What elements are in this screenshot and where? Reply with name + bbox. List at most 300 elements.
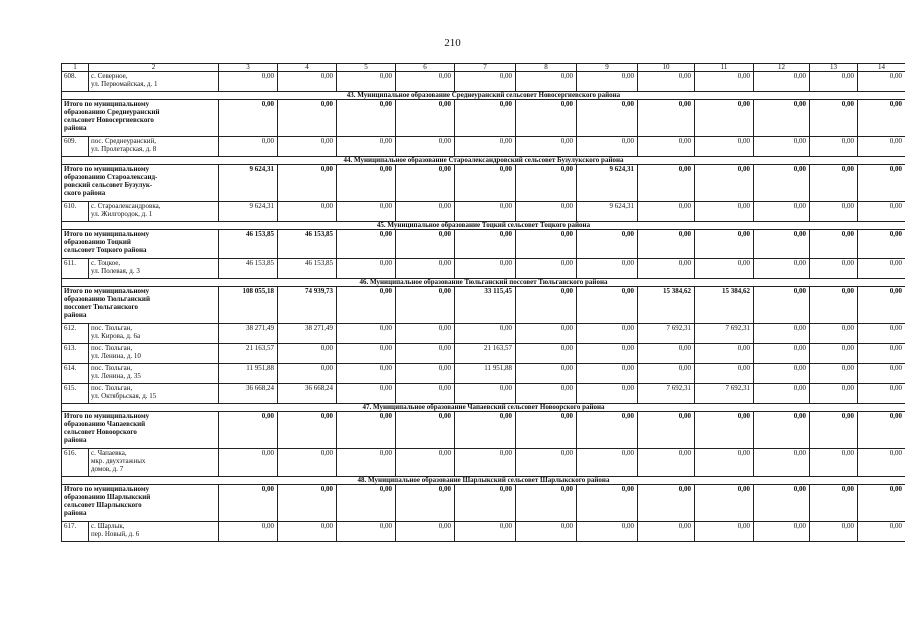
subtotal-label-line: образованию Среднеуранский	[64, 108, 160, 116]
value-cell-col-8: 0,00	[516, 449, 577, 477]
value-cell-col-11: 0,00	[695, 485, 754, 522]
value-cell-col-6: 0,00	[396, 72, 455, 92]
value-cell-col-14: 0,00	[858, 165, 905, 202]
value-cell-col-4: 46 153,85	[278, 230, 337, 259]
value-cell-col-10: 0,00	[638, 344, 695, 364]
address-cell-line: ул. Жилгородок, д. 1	[91, 210, 153, 218]
value-cell-col-5: 0,00	[337, 137, 396, 157]
subtotal-label-line: сельсовет Шарлыкского	[64, 501, 142, 509]
value-cell-col-8: 0,00	[516, 137, 577, 157]
value-cell-col-5: 0,00	[337, 230, 396, 259]
value-cell-col-5: 0,00	[337, 324, 396, 344]
value-cell-col-11: 0,00	[695, 412, 754, 449]
table-row	[62, 202, 905, 222]
value-cell-col-6: 0,00	[396, 230, 455, 259]
value-cell-col-11: 7 692,31	[695, 324, 754, 344]
address-cell	[89, 449, 219, 477]
value-cell-col-12: 0,00	[754, 137, 810, 157]
subtotal-label-line: Итого по муниципальному	[64, 230, 150, 238]
value-cell-col-10: 0,00	[638, 100, 695, 137]
row-number: 612.	[62, 324, 89, 344]
value-cell-col-12: 0,00	[754, 165, 810, 202]
section-title: 48. Муниципальное образование Шарлыкский сельсовет Шарлыкского района	[62, 477, 905, 485]
value-cell-col-14: 0,00	[858, 449, 905, 477]
value-cell-col-11: 0,00	[695, 100, 754, 137]
value-cell-col-12: 0,00	[754, 202, 810, 222]
value-cell-col-8: 0,00	[516, 230, 577, 259]
value-cell-col-8: 0,00	[516, 384, 577, 404]
value-cell-col-4: 46 153,85	[278, 259, 337, 279]
address-cell-line: пос. Тюльган,	[91, 344, 133, 352]
value-cell-col-13: 0,00	[810, 259, 858, 279]
column-header-14: 14	[858, 64, 905, 72]
subtotal-row	[62, 100, 905, 137]
value-cell-col-14: 0,00	[858, 324, 905, 344]
value-cell-col-8: 0,00	[516, 344, 577, 364]
value-cell-col-13: 0,00	[810, 324, 858, 344]
address-cell-line: с. Шарлык,	[91, 522, 125, 530]
value-cell-col-13: 0,00	[810, 364, 858, 384]
value-cell-col-5: 0,00	[337, 100, 396, 137]
section-title: 46. Муниципальное образование Тюльганский поссовет Тюльганского района	[62, 279, 905, 287]
value-cell-col-9: 0,00	[577, 137, 638, 157]
value-cell-col-7: 0,00	[455, 324, 516, 344]
value-cell-col-3: 46 153,85	[219, 259, 278, 279]
value-cell-col-10: 0,00	[638, 364, 695, 384]
value-cell-col-9: 0,00	[577, 364, 638, 384]
value-cell-col-3: 46 153,85	[219, 230, 278, 259]
value-cell-col-13: 0,00	[810, 230, 858, 259]
address-cell	[89, 344, 219, 364]
subtotal-label-line: района	[64, 311, 87, 319]
address-cell	[89, 324, 219, 344]
column-header-2: 2	[89, 64, 219, 72]
address-cell	[89, 202, 219, 222]
value-cell-col-6: 0,00	[396, 259, 455, 279]
subtotal-label-line: Итого по муниципальному	[64, 485, 150, 493]
table-row	[62, 137, 905, 157]
address-cell-line: ул. Пролетарская, д. 8	[91, 145, 157, 153]
column-header-7: 7	[455, 64, 516, 72]
table-row	[62, 72, 905, 92]
value-cell-col-10: 0,00	[638, 230, 695, 259]
value-cell-col-13: 0,00	[810, 485, 858, 522]
value-cell-col-7: 0,00	[455, 137, 516, 157]
row-number: 608.	[62, 72, 89, 92]
subtotal-label-line: района	[64, 436, 87, 444]
value-cell-col-9: 0,00	[577, 449, 638, 477]
value-cell-col-5: 0,00	[337, 485, 396, 522]
value-cell-col-4: 0,00	[278, 100, 337, 137]
value-cell-col-14: 0,00	[858, 100, 905, 137]
address-cell-line: ул. Октябрьская, д. 15	[91, 392, 157, 400]
value-cell-col-7: 0,00	[455, 202, 516, 222]
value-cell-col-3: 0,00	[219, 137, 278, 157]
value-cell-col-4: 0,00	[278, 522, 337, 542]
value-cell-col-9: 0,00	[577, 230, 638, 259]
address-cell-line: с. Чапаевка,	[91, 449, 127, 457]
value-cell-col-12: 0,00	[754, 324, 810, 344]
value-cell-col-6: 0,00	[396, 384, 455, 404]
page-number: 210	[444, 37, 461, 49]
value-cell-col-6: 0,00	[396, 137, 455, 157]
value-cell-col-14: 0,00	[858, 384, 905, 404]
address-cell-line: пос. Тюльган,	[91, 364, 133, 372]
subtotal-label-line: образованию Тоцкий	[64, 238, 131, 246]
row-number: 617.	[62, 522, 89, 542]
column-header-9: 9	[577, 64, 638, 72]
address-cell	[89, 72, 219, 92]
value-cell-col-8: 0,00	[516, 522, 577, 542]
value-cell-col-12: 0,00	[754, 449, 810, 477]
subtotal-label-line: образованию Чапаевский	[64, 420, 146, 428]
value-cell-col-13: 0,00	[810, 522, 858, 542]
subtotal-label	[62, 287, 219, 324]
value-cell-col-5: 0,00	[337, 259, 396, 279]
row-number: 609.	[62, 137, 89, 157]
column-header-5: 5	[337, 64, 396, 72]
subtotal-label-line: образованию Тюльганский	[64, 295, 150, 303]
value-cell-col-4: 0,00	[278, 364, 337, 384]
value-cell-col-3: 0,00	[219, 449, 278, 477]
subtotal-row	[62, 287, 905, 324]
value-cell-col-4: 0,00	[278, 485, 337, 522]
column-header-4: 4	[278, 64, 337, 72]
value-cell-col-8: 0,00	[516, 324, 577, 344]
value-cell-col-11: 0,00	[695, 202, 754, 222]
value-cell-col-9: 0,00	[577, 324, 638, 344]
value-cell-col-9: 9 624,31	[577, 202, 638, 222]
subtotal-label-line: ского района	[64, 189, 106, 197]
value-cell-col-5: 0,00	[337, 384, 396, 404]
column-header-8: 8	[516, 64, 577, 72]
column-header-10: 10	[638, 64, 695, 72]
value-cell-col-12: 0,00	[754, 485, 810, 522]
value-cell-col-7: 0,00	[455, 412, 516, 449]
address-cell	[89, 364, 219, 384]
value-cell-col-8: 0,00	[516, 259, 577, 279]
address-cell-line: домов, д. 7	[91, 465, 124, 473]
value-cell-col-11: 0,00	[695, 344, 754, 364]
section-header-row	[62, 404, 905, 412]
value-cell-col-4: 0,00	[278, 412, 337, 449]
subtotal-label	[62, 412, 219, 449]
value-cell-col-11: 0,00	[695, 522, 754, 542]
value-cell-col-8: 0,00	[516, 485, 577, 522]
value-cell-col-10: 0,00	[638, 202, 695, 222]
value-cell-col-12: 0,00	[754, 412, 810, 449]
subtotal-label-line: образованию Староалександ-	[64, 173, 158, 181]
value-cell-col-3: 108 055,18	[219, 287, 278, 324]
value-cell-col-3: 0,00	[219, 100, 278, 137]
address-cell-line: ул. Первомайская, д. 1	[91, 80, 158, 88]
value-cell-col-7: 0,00	[455, 259, 516, 279]
subtotal-label-line: Итого по муниципальному	[64, 165, 150, 173]
section-title: 45. Муниципальное образование Тоцкий сельсовет Тоцкого района	[62, 222, 905, 230]
value-cell-col-6: 0,00	[396, 449, 455, 477]
value-cell-col-9: 0,00	[577, 412, 638, 449]
value-cell-col-6: 0,00	[396, 324, 455, 344]
value-cell-col-5: 0,00	[337, 287, 396, 324]
value-cell-col-11: 15 384,62	[695, 287, 754, 324]
value-cell-col-14: 0,00	[858, 364, 905, 384]
subtotal-label	[62, 165, 219, 202]
table-row	[62, 324, 905, 344]
address-cell-line: ул. Ленина, д. 10	[91, 352, 141, 360]
column-header-3: 3	[219, 64, 278, 72]
value-cell-col-6: 0,00	[396, 522, 455, 542]
column-header-6: 6	[396, 64, 455, 72]
value-cell-col-9: 0,00	[577, 344, 638, 364]
value-cell-col-9: 0,00	[577, 384, 638, 404]
subtotal-label	[62, 485, 219, 522]
value-cell-col-8: 0,00	[516, 287, 577, 324]
value-cell-col-10: 7 692,31	[638, 324, 695, 344]
value-cell-col-8: 0,00	[516, 165, 577, 202]
value-cell-col-9: 0,00	[577, 522, 638, 542]
value-cell-col-11: 0,00	[695, 165, 754, 202]
value-cell-col-6: 0,00	[396, 202, 455, 222]
table-row	[62, 364, 905, 384]
value-cell-col-12: 0,00	[754, 100, 810, 137]
value-cell-col-7: 0,00	[455, 485, 516, 522]
value-cell-col-10: 0,00	[638, 522, 695, 542]
value-cell-col-10: 0,00	[638, 72, 695, 92]
value-cell-col-6: 0,00	[396, 344, 455, 364]
value-cell-col-9: 0,00	[577, 259, 638, 279]
value-cell-col-6: 0,00	[396, 287, 455, 324]
value-cell-col-6: 0,00	[396, 165, 455, 202]
value-cell-col-13: 0,00	[810, 384, 858, 404]
table-row	[62, 522, 905, 542]
value-cell-col-10: 7 692,31	[638, 384, 695, 404]
value-cell-col-13: 0,00	[810, 165, 858, 202]
value-cell-col-10: 0,00	[638, 412, 695, 449]
value-cell-col-12: 0,00	[754, 364, 810, 384]
value-cell-col-14: 0,00	[858, 344, 905, 364]
value-cell-col-3: 21 163,57	[219, 344, 278, 364]
address-cell-line: ул. Полевая, д. 3	[91, 267, 140, 275]
value-cell-col-4: 0,00	[278, 202, 337, 222]
value-cell-col-3: 38 271,49	[219, 324, 278, 344]
subtotal-label-line: образованию Шарлыкский	[64, 493, 151, 501]
value-cell-col-14: 0,00	[858, 230, 905, 259]
address-cell-line: пос. Тюльган,	[91, 384, 133, 392]
value-cell-col-3: 9 624,31	[219, 165, 278, 202]
value-cell-col-7: 33 115,45	[455, 287, 516, 324]
value-cell-col-3: 0,00	[219, 72, 278, 92]
section-header-row	[62, 157, 905, 165]
value-cell-col-4: 0,00	[278, 72, 337, 92]
row-number: 614.	[62, 364, 89, 384]
value-cell-col-4: 0,00	[278, 165, 337, 202]
section-title: 43. Муниципальное образование Среднеуранский сельсовет Новосергиевского района	[62, 92, 905, 100]
value-cell-col-7: 21 163,57	[455, 344, 516, 364]
subtotal-label-line: района	[64, 124, 87, 132]
register-table	[61, 63, 905, 542]
section-header-row	[62, 279, 905, 287]
value-cell-col-10: 0,00	[638, 165, 695, 202]
value-cell-col-7: 0,00	[455, 100, 516, 137]
subtotal-label-line: сельсовет Новосергиевского	[64, 116, 154, 124]
value-cell-col-14: 0,00	[858, 522, 905, 542]
value-cell-col-9: 0,00	[577, 485, 638, 522]
address-cell-line: с. Тоцкое,	[91, 259, 121, 267]
value-cell-col-11: 0,00	[695, 259, 754, 279]
address-cell-line: с. Северное,	[91, 72, 128, 80]
value-cell-col-14: 0,00	[858, 485, 905, 522]
value-cell-col-5: 0,00	[337, 449, 396, 477]
address-cell	[89, 384, 219, 404]
value-cell-col-13: 0,00	[810, 202, 858, 222]
address-cell-line: ул. Ленина, д. 35	[91, 372, 141, 380]
table-row	[62, 384, 905, 404]
value-cell-col-3: 36 668,24	[219, 384, 278, 404]
value-cell-col-11: 0,00	[695, 449, 754, 477]
value-cell-col-7: 0,00	[455, 165, 516, 202]
table-row	[62, 344, 905, 364]
subtotal-row	[62, 165, 905, 202]
address-cell-line: с. Староалександровка,	[91, 202, 161, 210]
value-cell-col-9: 0,00	[577, 72, 638, 92]
table-row	[62, 449, 905, 477]
value-cell-col-4: 0,00	[278, 137, 337, 157]
value-cell-col-5: 0,00	[337, 364, 396, 384]
value-cell-col-11: 7 692,31	[695, 384, 754, 404]
address-cell	[89, 259, 219, 279]
value-cell-col-8: 0,00	[516, 202, 577, 222]
value-cell-col-5: 0,00	[337, 165, 396, 202]
section-header-row	[62, 92, 905, 100]
address-cell-line: пос. Тюльган,	[91, 324, 133, 332]
value-cell-col-14: 0,00	[858, 287, 905, 324]
value-cell-col-6: 0,00	[396, 364, 455, 384]
section-title: 47. Муниципальное образование Чапаевский сельсовет Новоорского района	[62, 404, 905, 412]
value-cell-col-14: 0,00	[858, 137, 905, 157]
value-cell-col-4: 38 271,49	[278, 324, 337, 344]
value-cell-col-12: 0,00	[754, 72, 810, 92]
subtotal-label-line: Итого по муниципальному	[64, 412, 150, 420]
value-cell-col-13: 0,00	[810, 100, 858, 137]
value-cell-col-8: 0,00	[516, 412, 577, 449]
subtotal-row	[62, 412, 905, 449]
value-cell-col-5: 0,00	[337, 522, 396, 542]
address-cell	[89, 137, 219, 157]
column-header-11: 11	[695, 64, 754, 72]
subtotal-label	[62, 230, 219, 259]
value-cell-col-12: 0,00	[754, 287, 810, 324]
value-cell-col-6: 0,00	[396, 100, 455, 137]
value-cell-col-13: 0,00	[810, 287, 858, 324]
subtotal-label-line: ровский сельсовет Бузулук-	[64, 181, 153, 189]
value-cell-col-8: 0,00	[516, 72, 577, 92]
subtotal-label	[62, 100, 219, 137]
value-cell-col-14: 0,00	[858, 202, 905, 222]
value-cell-col-12: 0,00	[754, 259, 810, 279]
value-cell-col-5: 0,00	[337, 72, 396, 92]
value-cell-col-3: 11 951,88	[219, 364, 278, 384]
column-header-1: 1	[62, 64, 89, 72]
value-cell-col-5: 0,00	[337, 412, 396, 449]
value-cell-col-11: 0,00	[695, 364, 754, 384]
value-cell-col-6: 0,00	[396, 412, 455, 449]
address-cell-line: ул. Кирова, д. 6а	[91, 332, 141, 340]
value-cell-col-13: 0,00	[810, 72, 858, 92]
value-cell-col-5: 0,00	[337, 202, 396, 222]
value-cell-col-13: 0,00	[810, 412, 858, 449]
value-cell-col-14: 0,00	[858, 259, 905, 279]
value-cell-col-3: 0,00	[219, 485, 278, 522]
column-header-12: 12	[754, 64, 810, 72]
value-cell-col-14: 0,00	[858, 412, 905, 449]
subtotal-label-line: района	[64, 509, 87, 517]
value-cell-col-10: 0,00	[638, 137, 695, 157]
row-number: 611.	[62, 259, 89, 279]
value-cell-col-7: 0,00	[455, 72, 516, 92]
subtotal-label-line: поссовет Тюльганского	[64, 303, 139, 311]
value-cell-col-12: 0,00	[754, 522, 810, 542]
header-row	[62, 64, 905, 72]
value-cell-col-12: 0,00	[754, 344, 810, 364]
value-cell-col-3: 9 624,31	[219, 202, 278, 222]
address-cell-line: пос. Среднеуранский,	[91, 137, 157, 145]
address-cell-line: пер. Новый, д. 6	[91, 530, 140, 538]
value-cell-col-7: 0,00	[455, 384, 516, 404]
row-number: 613.	[62, 344, 89, 364]
value-cell-col-10: 0,00	[638, 259, 695, 279]
value-cell-col-9: 0,00	[577, 100, 638, 137]
value-cell-col-7: 0,00	[455, 230, 516, 259]
value-cell-col-7: 0,00	[455, 522, 516, 542]
subtotal-row	[62, 230, 905, 259]
value-cell-col-9: 9 624,31	[577, 165, 638, 202]
value-cell-col-3: 0,00	[219, 522, 278, 542]
value-cell-col-6: 0,00	[396, 485, 455, 522]
value-cell-col-4: 0,00	[278, 344, 337, 364]
value-cell-col-4: 74 939,73	[278, 287, 337, 324]
section-header-row	[62, 222, 905, 230]
value-cell-col-10: 0,00	[638, 485, 695, 522]
value-cell-col-12: 0,00	[754, 230, 810, 259]
subtotal-row	[62, 485, 905, 522]
value-cell-col-9: 0,00	[577, 287, 638, 324]
row-number: 615.	[62, 384, 89, 404]
value-cell-col-10: 15 384,62	[638, 287, 695, 324]
value-cell-col-11: 0,00	[695, 137, 754, 157]
subtotal-label-line: Итого по муниципальному	[64, 100, 150, 108]
value-cell-col-12: 0,00	[754, 384, 810, 404]
value-cell-col-7: 11 951,88	[455, 364, 516, 384]
value-cell-col-13: 0,00	[810, 449, 858, 477]
value-cell-col-10: 0,00	[638, 449, 695, 477]
value-cell-col-7: 0,00	[455, 449, 516, 477]
value-cell-col-13: 0,00	[810, 344, 858, 364]
subtotal-label-line: сельсовет Тоцкого района	[64, 246, 147, 254]
value-cell-col-8: 0,00	[516, 100, 577, 137]
value-cell-col-13: 0,00	[810, 137, 858, 157]
column-header-13: 13	[810, 64, 858, 72]
section-title: 44. Муниципальное образование Староалександровский сельсовет Бузулукского района	[62, 157, 905, 165]
table-row	[62, 259, 905, 279]
value-cell-col-3: 0,00	[219, 412, 278, 449]
subtotal-label-line: Итого по муниципальному	[64, 287, 150, 295]
value-cell-col-11: 0,00	[695, 72, 754, 92]
row-number: 610.	[62, 202, 89, 222]
value-cell-col-4: 0,00	[278, 449, 337, 477]
value-cell-col-4: 36 668,24	[278, 384, 337, 404]
value-cell-col-14: 0,00	[858, 72, 905, 92]
row-number: 616.	[62, 449, 89, 477]
